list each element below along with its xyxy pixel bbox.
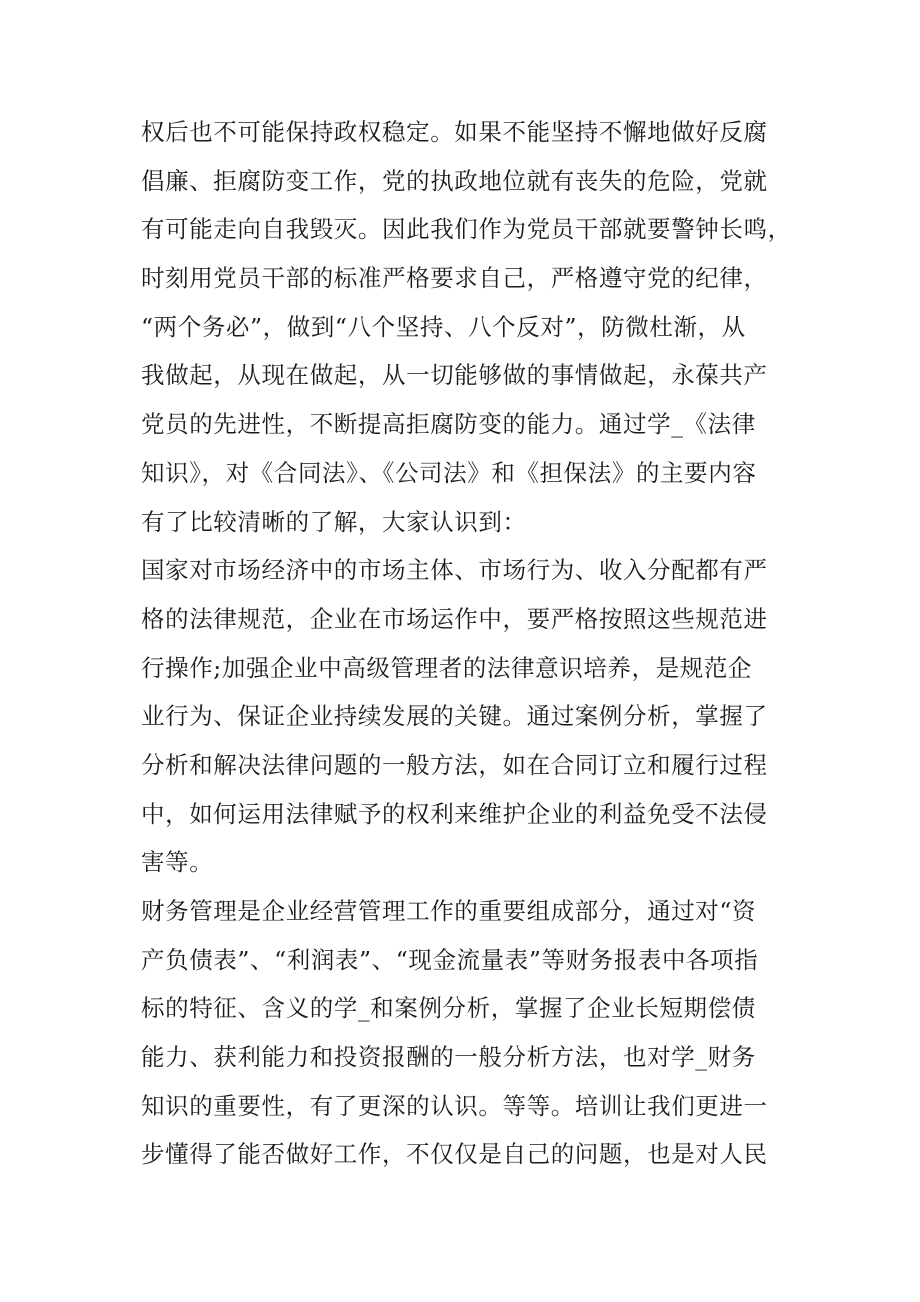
text-line-10: 国家对市场经济中的市场主体、市场行为、收入分配都有严 (141, 556, 768, 585)
text-line-20: 能力、获利能力和投资报酬的一般分析方法，也对学_财务 (141, 1043, 756, 1072)
document-body (141, 108, 821, 1179)
text-line-14: 分析和解决法律问题的一般方法，如在合同订立和履行过程 (141, 750, 768, 779)
text-line-11: 格的法律规范，企业在市场运作中，要严格按照这些规范进 (141, 604, 768, 633)
text-line-18: 产负债表”、“利润表”、“现金流量表”等财务报表中各项指 (141, 945, 759, 974)
text-line-4: 时刻用党员干部的标准严格要求自己，严格遵守党的纪律， (141, 264, 768, 293)
text-line-16: 害等。 (141, 848, 214, 877)
text-line-21: 知识的重要性，有了更深的认识。等等。培训让我们更进一 (141, 1091, 768, 1120)
text-line-3: 有可能走向自我毁灭。因此我们作为党员干部就要警钟长鸣， (141, 215, 792, 244)
text-line-1: 权后也不可能保持政权稳定。如果不能坚持不懈地做好反腐 (141, 118, 768, 146)
text-line-17: 财务管理是企业经营管理工作的重要组成部分，通过对“资 (141, 897, 757, 925)
text-line-6: 我做起，从现在做起，从一切能够做的事情做起，永葆共产 (141, 361, 768, 390)
text-line-2: 倡廉、拒腐防变工作，党的执政地位就有丧失的危险，党就 (141, 166, 768, 195)
text-line-7: 党员的先进性，不断提高拒腐防变的能力。通过学_《法律 (141, 410, 756, 439)
text-line-8: 知识》，对《合同法》、《公司法》和《担保法》的主要内容 (141, 458, 757, 487)
text-line-22: 步懂得了能否做好工作，不仅仅是自己的问题，也是对人民 (141, 1140, 768, 1169)
text-line-15: 中，如何运用法律赋予的权利来维护企业的利益免受不法侵 (141, 799, 768, 828)
text-line-19: 标的特征、含义的学_和案例分析，掌握了企业长短期偿债 (141, 994, 756, 1023)
text-line-9: 有了比较清晰的了解，大家认识到： (141, 507, 527, 536)
text-line-13: 业行为、保证企业持续发展的关键。通过案例分析，掌握了 (141, 702, 768, 731)
text-line-5: “两个务必”，做到“八个坚持、八个反对”，防微杜渐，从 (141, 312, 746, 341)
text-line-12: 行操作;加强企业中高级管理者的法律意识培养，是规范企 (141, 653, 753, 682)
